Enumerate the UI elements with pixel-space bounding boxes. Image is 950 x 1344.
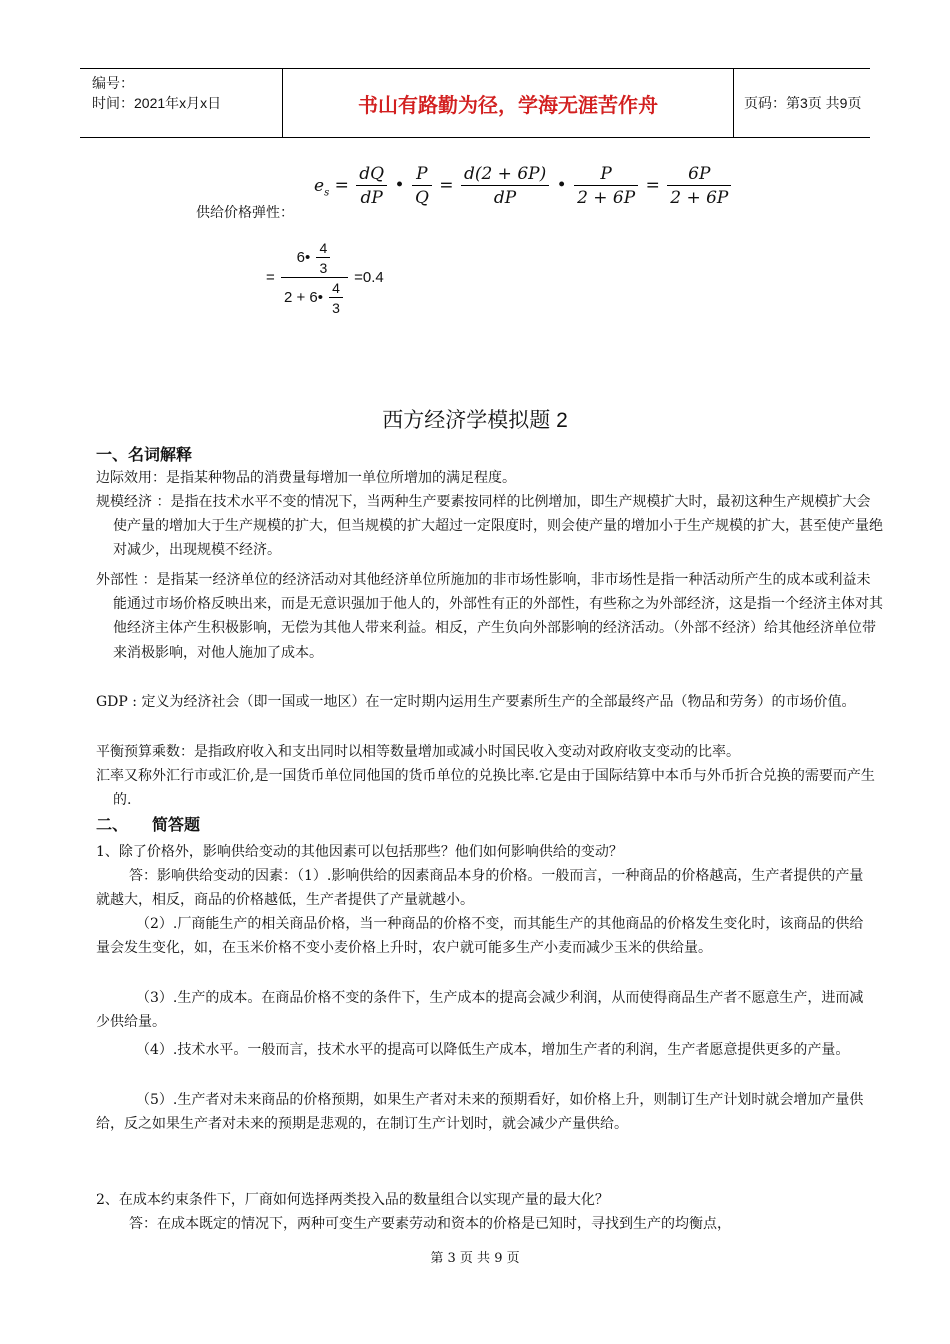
dot-operator: • [556, 175, 567, 196]
formula-lhs: $e_s$ [314, 175, 330, 198]
term-economies-of-scale: 规模经济 ：是指在技术水平不变的情况下，当两种生产要素按同样的比例增加，即生产规模扩大时，最初这种生产规模扩大会使产量的增加大于生产规模的扩大，但当规模的扩大超过一定限度时，则会使产量的增加小于生产规模的扩大，甚至使产量绝对减少，出现规模不经济。 [96, 494, 883, 559]
page-title: 西方经济学模拟题 2 [382, 409, 568, 432]
compound-denominator: 2 + 6• $\frac{4}{3}$ [281, 278, 348, 316]
four-thirds-fraction: $\frac{4}{3}$ [329, 280, 343, 316]
elasticity-result-formula [266, 240, 384, 316]
header-page-info: 页码：第3页 共9页 [744, 95, 862, 111]
section-heading-terms: 一、名词解释 [96, 447, 193, 464]
fraction-p-q: $\frac{P}{Q}$ [412, 164, 432, 208]
document-date-label: 时间：2021年x月x日 [92, 95, 222, 111]
fraction-dq-dp: $\frac{dQ}{dP}$ [356, 164, 387, 208]
document-number-label: 编号： [92, 75, 134, 91]
compound-fraction [281, 240, 348, 316]
elasticity-result: =0.4 [354, 268, 384, 286]
answer-2: 答：在成本既定的情况下，两种可变生产要素劳动和资本的价格是已知时，寻找到生产的均衡点， [129, 1216, 731, 1232]
answer-1-part-1: 答：影响供给变动的因素：（1）.影响供给的因素商品本身的价格。一般而言，一种商品的价格越高，生产者提供的产量就越大，相反，商品的价格越低，生产者提供了产量就越小。 [96, 868, 864, 909]
term-exchange-rate: 汇率又称外汇行市或汇价,是一国货币单位同他国的货币单位的兑换比率.它是由于国际结算中本币与外币折合兑换的需要而产生的. [96, 768, 875, 809]
formula-label: 供给价格弹性： [196, 205, 294, 221]
elasticity-formula [314, 164, 733, 208]
answer-1-part-5: （5）.生产者对未来商品的价格预期，如果生产者对未来的预期看好，如价格上升，则制订生产计划时就会增加产量供给，反之如果生产者对未来的预期是悲观的，在制订生产计划时，就会减少产量供给。 [96, 1092, 864, 1133]
question-2: 2、在成本约束条件下，厂商如何选择两类投入品的数量组合以实现产量的最大化？ [96, 1192, 609, 1208]
section-heading-short-answer: 二、 简答题 [96, 817, 201, 834]
term-balanced-budget-multiplier: 平衡预算乘数：是指政府收入和支出同时以相等数量增加或减小时国民收入变动对政府收支变动的比率。 [96, 744, 740, 760]
term-gdp: GDP : 定义为经济社会（即一国或一地区）在一定时期内运用生产要素所生产的全部最终产品（物品和劳务）的市场价值。 [96, 694, 856, 710]
answer-1-part-2: （2）.厂商能生产的相关商品价格，当一种商品的价格不变，而其能生产的其他商品的价格发生变化时，该商品的供给量会发生变化，如，在玉米价格不变小麦价格上升时，农户就可能多生产小麦而减少玉米的供给量。 [96, 916, 864, 957]
equals-sign: = [645, 175, 660, 196]
fraction-p-over-2-6p: $\frac{P}{2 + 6P}$ [574, 164, 638, 208]
fraction-derivative: $\frac{d(2 + 6P)}{dP}$ [461, 164, 549, 208]
equals-sign: = [266, 268, 275, 286]
equals-sign: = [334, 175, 349, 196]
dot-operator: • [394, 175, 405, 196]
header-motto: 书山有路勤为径，学海无涯苦作舟 [282, 69, 734, 137]
term-marginal-utility: 边际效用：是指某种物品的消费量每增加一单位所增加的满足程度。 [96, 470, 516, 486]
header-left-cell [80, 69, 282, 137]
equals-sign: = [439, 175, 454, 196]
four-thirds-fraction: $\frac{4}{3}$ [316, 240, 330, 276]
page-footer: 第 3 页 共 9 页 [430, 1251, 520, 1266]
term-externality: 外部性 ：是指某一经济单位的经济活动对其他经济单位所施加的非市场性影响，非市场性是指一种活动所产生的成本或利益未能通过市场价格反映出来，而是无意识强加于他人的，外部性有正的外部性，有些称之为外部经济，这是指一个经济主体对其他经济主体产生积极影响，无偿为其他人带来利益。相反，产生负向外部影响的经济活动。（外部不经济）给其他经济单位带来消极影响，对他人施加了成本。 [96, 572, 883, 661]
compound-numerator: 6• $\frac{4}{3}$ [281, 240, 348, 278]
question-1: 1、除了价格外，影响供给变动的其他因素可以包括那些？他们如何影响供给的变动？ [96, 844, 623, 860]
page-header [80, 68, 870, 138]
fraction-6p-over-2-6p: $\frac{6P}{2 + 6P}$ [667, 164, 731, 208]
answer-1-part-4: （4）.技术水平。一般而言，技术水平的提高可以降低生产成本，增加生产者的利润，生产者愿意提供更多的产量。 [136, 1042, 850, 1058]
answer-1-part-3: （3）.生产的成本。在商品价格不变的条件下，生产成本的提高会减少利润，从而使得商品生产者不愿意生产，进而减少供给量。 [96, 990, 864, 1031]
